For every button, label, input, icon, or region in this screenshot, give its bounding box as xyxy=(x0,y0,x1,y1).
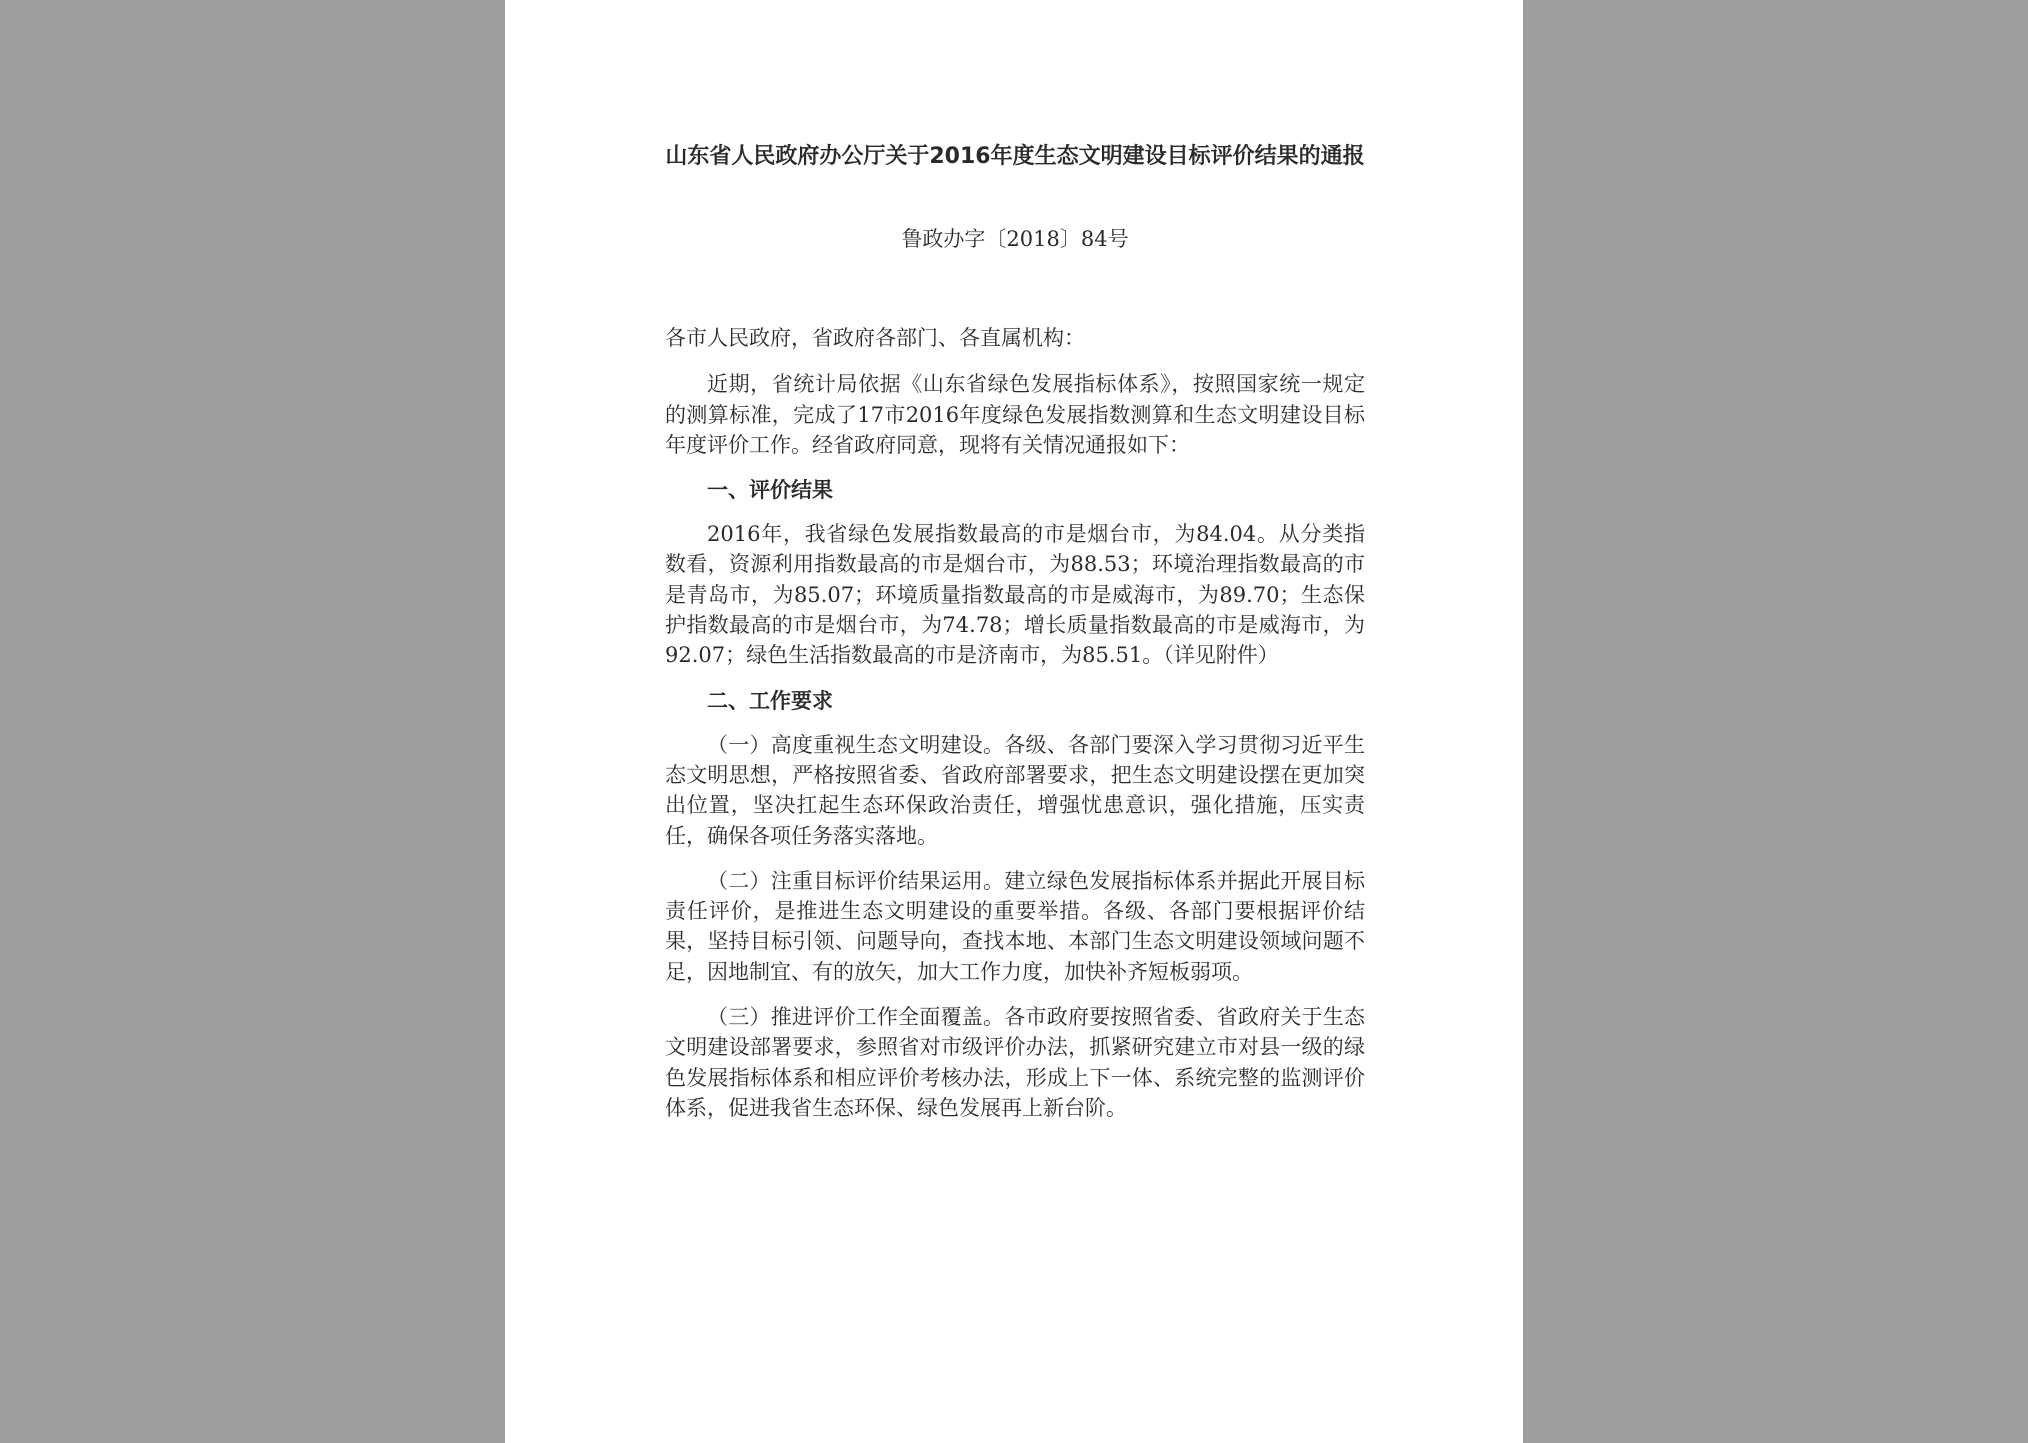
results-paragraph: 2016年，我省绿色发展指数最高的市是烟台市，为84.04。从分类指数看，资源利用指数最高的市是烟台市，为88.53；环境治理指数最高的市是青岛市，为85.07；环境质量指数最高的市是威海市，为89.70；生态保护指数最高的市是烟台市，为74.78；增长质量指数最高的市是威海市，为92.07；绿色生活指数最高的市是济南市，为85.51。（详见附件） xyxy=(665,522,1365,668)
salutation: 各市人民政府，省政府各部门、各直属机构： xyxy=(665,326,1085,350)
document-body xyxy=(665,323,1365,1138)
requirement-item-2: （二）注重目标评价结果运用。建立绿色发展指标体系并据此开展目标责任评价，是推进生态文明建设的重要举措。各级、各部门要根据评价结果，坚持目标引领、问题导向，查找本地、本部门生态文明建设领域问题不足，因地制宜、有的放矢，加大工作力度，加快补齐短板弱项。 xyxy=(665,868,1365,984)
section-heading-requirements: 二、工作要求 xyxy=(707,688,833,713)
section-heading-results: 一、评价结果 xyxy=(707,478,833,503)
document-page xyxy=(505,0,1523,1443)
document-number: 鲁政办字〔2018〕84号 xyxy=(901,227,1129,251)
document-title: 山东省人民政府办公厅关于2016年度生态文明建设目标评价结果的通报 xyxy=(665,144,1365,169)
requirement-item-1: （一）高度重视生态文明建设。各级、各部门要深入学习贯彻习近平生态文明思想，严格按照省委、省政府部署要求，把生态文明建设摆在更加突出位置，坚决扛起生态环保政治责任，增强忧患意识，强化措施，压实责任，确保各项任务落实落地。 xyxy=(665,732,1365,848)
requirement-item-3: （三）推进评价工作全面覆盖。各市政府要按照省委、省政府关于生态文明建设部署要求，参照省对市级评价办法，抓紧研究建立市对县一级的绿色发展指标体系和相应评价考核办法，形成上下一体、系统完整的监测评价体系，促进我省生态环保、绿色发展再上新台阶。 xyxy=(665,1005,1365,1120)
intro-paragraph: 近期，省统计局依据《山东省绿色发展指标体系》，按照国家统一规定的测算标准，完成了17市2016年度绿色发展指数测算和生态文明建设目标年度评价工作。经省政府同意，现将有关情况通报如下： xyxy=(665,372,1365,457)
